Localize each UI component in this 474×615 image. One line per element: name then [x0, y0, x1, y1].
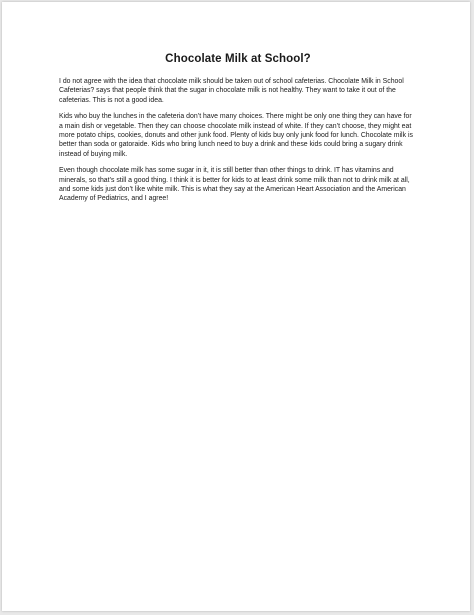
- paragraph-3: Even though chocolate milk has some sugar in it, it is still better than other things to drink. IT has vitamins and minerals, so that’s still a good thing. I think it is better for kids to at least drink some milk than not to drink milk at all, and some kids just don’t like white milk. This is what they say at the American Heart Association and the American Academy of Pediatrics, and I agree!: [59, 167, 410, 203]
- document-body: [59, 53, 417, 211]
- document-page: [2, 2, 470, 611]
- paragraph-1: I do not agree with the idea that chocolate milk should be taken out of school cafeterias. Chocolate Milk in School Cafeterias? says that people think that the sugar in chocolate milk is not healthy. They want to take it out of the cafeterias. This is not a good idea.: [59, 78, 404, 104]
- document-title: Chocolate Milk at School?: [165, 53, 311, 65]
- paragraph-2: Kids who buy the lunches in the cafeteria don’t have many choices. There might be only one thing they can have for a main dish or vegetable. Then they can choose chocolate milk instead of white. If they can’t choose, they might eat more potato chips, cookies, donuts and other junk food. Plenty of kids buy only junk food for lunch. Chocolate milk is better than soda or gatoraide. Kids who bring lunch need to buy a drink and these kids could bring a sugary drink instead of buying milk.: [59, 113, 413, 158]
